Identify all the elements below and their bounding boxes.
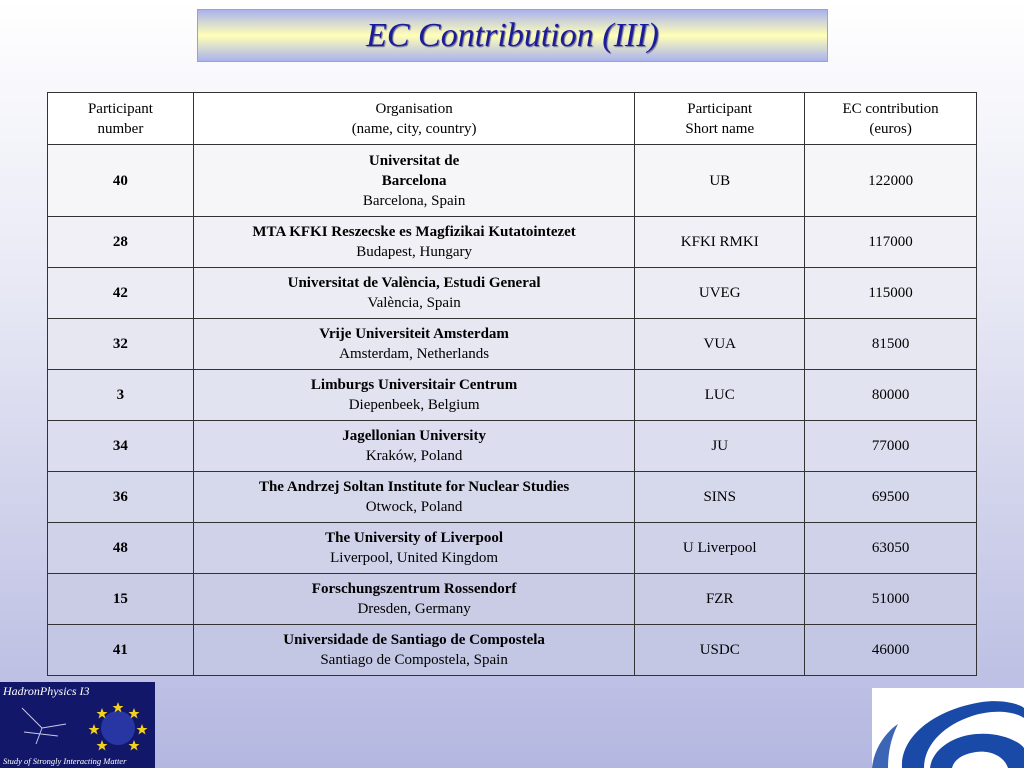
table-row [48,145,977,217]
organisation-location: València, Spain [367,295,461,311]
header-line: Participant [687,100,753,117]
short-name: UVEG [635,268,805,319]
logo-title: HadronPhysics I3 [3,684,90,698]
header-ec-contribution [805,93,977,145]
header-line: Organisation [375,100,453,117]
organisation-name [194,151,634,191]
participant-number: 34 [48,421,194,472]
organisation-name: The Andrzej Soltan Institute for Nuclear Studies [258,479,570,495]
header-line: EC contribution [842,100,939,117]
fp6-logo [872,688,1024,768]
participant-number: 40 [48,145,194,217]
header-participant-number [48,93,194,145]
organisation-name: MTA KFKI Reszecske es Magfizikai Kutatointezet [252,224,576,240]
table-header-row [48,93,977,145]
organisation-name: Universidade de Santiago de Compostela [283,632,545,648]
organisation-cell [193,319,634,370]
organisation-location: Liverpool, United Kingdom [330,550,499,566]
participant-number: 41 [48,625,194,676]
organisation-name: Universitat de València, Estudi General [287,275,541,291]
ec-contribution: 81500 [805,319,977,370]
organisation-cell [193,421,634,472]
organisation-name: Vrije Universiteit Amsterdam [319,326,509,342]
header-line: (name, city, country) [351,120,477,137]
table-row [48,217,977,268]
table-row [48,523,977,574]
organisation-name-line: Universitat de [368,152,460,169]
organisation-cell [193,574,634,625]
short-name: LUC [635,370,805,421]
participant-number: 32 [48,319,194,370]
organisation-name-line: Barcelona [381,172,447,189]
page-title: EC Contribution (III) [366,16,659,54]
table-row [48,268,977,319]
logo-subtitle: Study of Strongly Interacting Matter [3,756,127,766]
organisation-name: Jagellonian University [342,428,486,444]
short-name: USDC [635,625,805,676]
organisation-cell [193,268,634,319]
participant-number: 48 [48,523,194,574]
hadronphysics-logo [0,682,155,768]
ec-contribution: 117000 [805,217,977,268]
participant-number: 28 [48,217,194,268]
ec-contribution: 115000 [805,268,977,319]
organisation-name: Limburgs Universitair Centrum [310,377,518,393]
organisation-location: Amsterdam, Netherlands [339,346,490,362]
organisation-name: The University of Liverpool [325,530,504,546]
participant-number: 3 [48,370,194,421]
ec-contribution: 51000 [805,574,977,625]
organisation-location: Budapest, Hungary [356,244,472,260]
organisation-cell [193,217,634,268]
header-line: Short name [685,120,755,137]
short-name: U Liverpool [635,523,805,574]
ec-contribution: 63050 [805,523,977,574]
organisation-name: Forschungszentrum Rossendorf [311,581,517,597]
participant-number: 36 [48,472,194,523]
header-organisation [193,93,634,145]
organisation-cell [193,472,634,523]
contribution-table [47,92,977,676]
ec-contribution: 69500 [805,472,977,523]
header-line: (euros) [869,120,912,137]
participant-number: 15 [48,574,194,625]
organisation-location: Otwock, Poland [365,499,463,515]
eu-stars-particle-logo-icon [0,696,155,752]
ec-contribution: 77000 [805,421,977,472]
organisation-cell [193,625,634,676]
organisation-cell [193,145,634,217]
header-short-name [635,93,805,145]
organisation-location: Diepenbeek, Belgium [348,397,480,413]
organisation-location: Dresden, Germany [357,601,471,617]
table-row [48,625,977,676]
table-row [48,472,977,523]
short-name: VUA [635,319,805,370]
header-line: Participant [87,100,153,117]
short-name: KFKI RMKI [635,217,805,268]
table-row [48,421,977,472]
fp6-logo-icon [872,688,1024,768]
ec-contribution: 122000 [805,145,977,217]
header-line: number [97,120,144,137]
short-name: SINS [635,472,805,523]
ec-contribution: 80000 [805,370,977,421]
table-row [48,574,977,625]
organisation-location: Santiago de Compostela, Spain [320,652,508,668]
ec-contribution: 46000 [805,625,977,676]
organisation-cell [193,370,634,421]
short-name: UB [635,145,805,217]
table-row [48,319,977,370]
short-name: FZR [635,574,805,625]
table-row [48,370,977,421]
participant-number: 42 [48,268,194,319]
organisation-location: Barcelona, Spain [362,192,466,209]
title-bar [197,9,828,62]
organisation-location: Kraków, Poland [365,448,463,464]
short-name: JU [635,421,805,472]
organisation-cell [193,523,634,574]
